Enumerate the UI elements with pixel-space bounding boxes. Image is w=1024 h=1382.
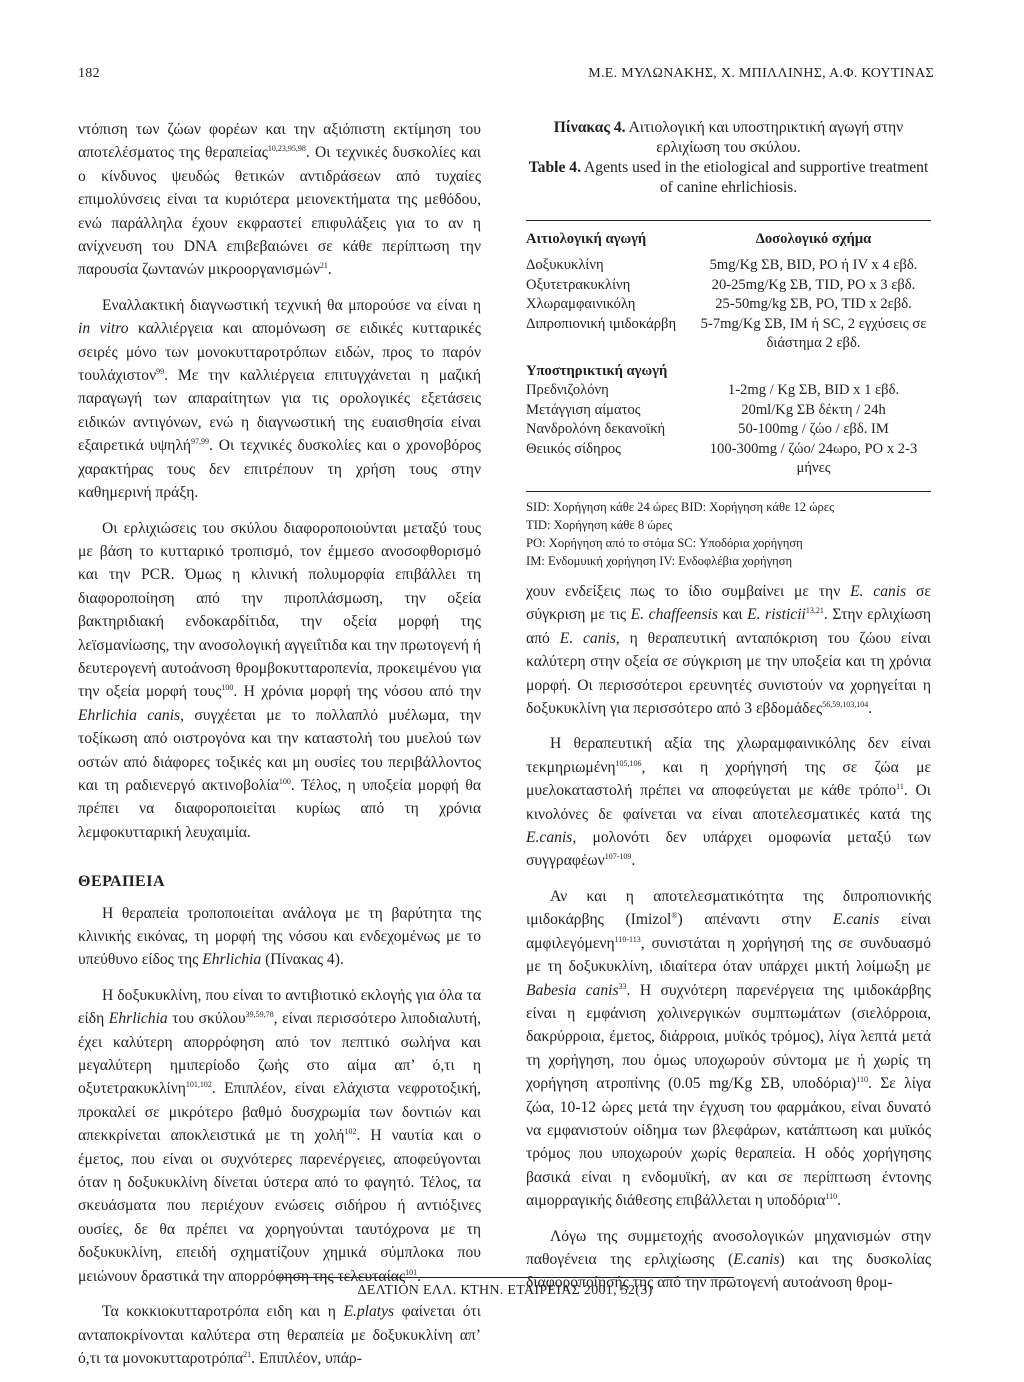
paragraph: ντόπιση των ζώων φορέων και την αξιόπιστη εκτίμηση του αποτελέσματος της θεραπείας$^{10,23,95,98}$. Οι τεχνικές δυσκολίες και ο κίνδυνος ψευδώς θετικών αντιδράσεων από τυχαίες επιμολύνσεις είναι τα κυριότερα μειονεκτήματα της μεθόδου, ενώ παράλληλα έχουν εκφραστεί επιφυλάξεις για το αν η ανίχνευση του DNA επιβεβαιώνει σε κάθε περίπτωση την παρουσία ζωντανών μικροοργανισμών$^{21}$. <box>78 121 481 279</box>
column-header: Αιτιολογική αγωγή <box>526 231 647 247</box>
footnote-line: IM: Ενδομυική χορήγηση IV: Ενδοφλέβια χορήγηση <box>526 553 793 568</box>
treatment-table <box>526 221 931 479</box>
journal-footer: ΔΕΛΤΙΟΝ ΕΛΛ. ΚΤΗΝ. ΕΤΑΙΡΕΙΑΣ 2001, 52(3) <box>357 1283 653 1298</box>
table-row: Οξυτετρακυκλίνη 20-25mg/Kg ΣΒ, TID, PO x 3 εβδ. <box>526 276 916 293</box>
paragraph: Οι ερλιχιώσεις του σκύλου διαφοροποιούνται μεταξύ τους με βάση το κυτταρικό τροπισμό, τον έμμεσο ανοσοφθορισμό και την PCR. Όμως η κλινική πολυμορφία επιβάλλει τη διαφοροποίηση από την πιροπλάσμωση, την οξεία βακτηριδιακή ενδοκαρδίτιδα, την οξεία μορφή της λεϊσμανίωσης, την ανοσολογική αγγειΐτιδα και την πρωτογενή ή δευτερογενή αυτοάνοση θρομβοκυτταροπενία, προκειμένου για την οξεία μορφή τους$^{100}$. Η χρόνια μορφή της νόσου από την Ehrlichia canis, συγχέεται με το πολλαπλό μυέλωμα, την τοξίκωση από οιστρογόνα και την καταστολή του μυελού των οστών από διάφορες τοξικές και μη ουσίες του περιβάλλοντος και τη ραδιενεργό ακτινοβολία$^{100}$. Τέλος, η υποξεία μορφή θα πρέπει να διαφοροποιείται κυρίως από τη χρόνια λεμφοκυτταρική λευχαιμία. <box>78 519 481 841</box>
column-header: Δοσολογικό σχήμα <box>755 231 872 247</box>
table-caption-greek: Πίνακας 4. Αιτιολογική και υποστηρικτική αγωγή στην ερλιχίωση του σκύλου. <box>553 119 904 156</box>
paragraph: Λόγω της συμμετοχής ανοσολογικών μηχανισμών στην παθογένεια της ερλιχίωσης (E.canis) και της δυσκολίας διαφοροποίησής της από την πρωτογενή αυτοάνοση θρομ- <box>526 1227 931 1292</box>
paragraph: Η θεραπεία τροποποιείται ανάλογα με τη βαρύτητα της κλινικής εικόνας, τη μορφή της νόσου και ενδεχομένως με το υπεύθυνο είδος της Ehrlichia (Πίνακας 4). <box>78 904 481 969</box>
paragraph: Αν και η αποτελεσματικότητα της διπροπιονικής ιμιδοκάρβης (Imizol®) απέναντι στην E.canis είναι αμφιλεγόμενη$^{110-113}$, συνιστάται η χορήγησή της σε συνδυασμό με τη δοξυκυκλίνη, ιδιαίτερα όταν υπάρχει μικτή λοίμωξη με Babesia canis$^{33}$. Η συχνότερη παρενέργεια της ιμιδοκάρβης είναι η εμφάνιση χολινεργικών συμπτωμάτων (σιελόρροια, δακρύρροια, έμετος, διάρροια, μυϊκός τρόμος), λίγα λεπτά μετά τη χορήγηση, που όμως υποχωρούν σύντομα με ή χωρίς τη χορήγηση ατροπίνης (0.05 mg/Kg ΣΒ, υποδόρια)$^{110}$. Σε λίγα ζώα, 10-12 ώρες μετά την έγχυση του φαρμάκου, είναι δυνατό να εμφανιστούν οίδημα των βλεφάρων, κατάπτωση και μυϊκός τρόμος που υποχωρούν χωρίς θεραπεία. Η οδός χορήγησης βασικά είναι η ενδομυϊκή, αν και σε περίπτωση έντονης αιμορραγικής διάθεσης επιβάλλεται η υποδόρια$^{110}$. <box>526 887 931 1210</box>
paragraph: χουν ενδείξεις πως το ίδιο συμβαίνει με την E. canis σε σύγκριση με τις E. chaffeensis και E. risticii$^{13,21}$. Στην ερλιχίωση από E. canis, η θεραπευτική ανταπόκριση του ζώου είναι καλύτερη στην οξεία σε σύγκριση με την υποξεία και τη χρόνια μορφή. Οι περισσότεροι ερευνητές συνιστούν να χορηγείται η δοξυκυκλίνη για περισσότερο από 3 εβδομάδες$^{56,59,103,104}$. <box>526 583 931 718</box>
table-footnotes <box>526 498 931 570</box>
table-header-row <box>526 221 931 256</box>
footnote-line: TID: Χορήγηση κάθε 8 ώρες <box>526 517 673 532</box>
table-row: Μετάγγιση αίματος 20ml/Kg ΣΒ δέκτη / 24h <box>526 401 886 418</box>
running-header-authors: Μ.Ε. ΜΥΛΩΝΑΚΗΣ, Χ. ΜΠΙΛΛΙΝΗΣ, Α.Φ. ΚΟΥΤΙΝΑΣ <box>588 66 934 81</box>
right-column <box>526 580 931 1307</box>
footnote-line: SID: Χορήγηση κάθε 24 ώρες BID: Χορήγηση κάθε 12 ώρες <box>526 499 835 514</box>
table-4 <box>526 118 931 570</box>
table-subheader-row: Υποστηρικτική αγωγή <box>526 362 668 379</box>
table-caption-english: Table 4. Agents used in the etiological and supportive treatment of canine ehrlichiosis. <box>528 159 929 196</box>
footnote-line: PO: Χορήγηση από το στόμα SC: Υποδόρια χορήγηση <box>526 535 803 550</box>
paragraph: Η δοξυκυκλίνη, που είναι το αντιβιοτικό εκλογής για όλα τα είδη Ehrlichia του σκύλου$^{39,59,78}$, είναι περισσότερο λιποδιαλυτή, έχει καλύτερη απορρόφηση από τον πεπτικό σωλήνα και μεγαλύτερη ημιπερίοδο ζωής στο αίμα απ’ ό,τι η οξυτετρακυκλίνη$^{101,102}$. Επιπλέον, είναι ελάχιστα νεφροτοξική, προκαλεί σε μικρότερο βαθμό δυσχρωμία των δοντιών και απεκκρίνεται αποκλειστικά με τη χολή$^{102}$. Η ναυτία και ο έμετος, που είναι οι συχνότερες παρενέργειες, αποφεύγονται όταν η δοξυκυκλίνη δίνεται ύστερα από το φαγητό. Τέλος, τα σκευάσματα που περιέχουν ενώσεις σιδήρου ή αντιόξινες ουσίες, δε θα πρέπει να χορηγούνται ταυτόχρονα με τη δοξυκυκλίνη, επειδή σχηματίζουν χημικά σύμπλοκα που μειώνουν δραστικά την απορρόφηση της τελευταίας$^{101}$. <box>78 986 481 1285</box>
footer-rule <box>276 1277 734 1278</box>
paragraph: Τα κοκκιοκυτταροτρόπα ειδη και η E.platys φαίνεται ότι ανταποκρίνονται καλύτερα στη θεραπεία με δοξυκυκλίνη απ’ ό,τι τα μονοκυτταροτρόπα$^{21}$. Επιπλέον, υπάρ- <box>78 1303 481 1367</box>
paragraph: Η θεραπευτική αξία της χλωραμφαινικόλης δεν είναι τεκμηριωμένη$^{105,106}$, και η χορήγησή της σε ζώα με μυελοκαταστολή πρέπει να αποφεύγεται με κάθε τρόπο$^{11}$. Οι κινολόνες δε φαίνεται να είναι αποτελεσματικές κατά της E.canis, μολονότι δεν υπάρχει ομοφωνία μεταξύ των συγγραφέων$^{107-109}$. <box>526 735 931 870</box>
table-row: Διπροπιονική ιμιδοκάρβη 5-7mg/Kg ΣΒ, IM ή SC, 2 εγχύσεις σε διάστημα 2 εβδ. <box>526 315 927 351</box>
table-row: Χλωραμφαινικόλη 25-50mg/kg ΣΒ, PO, TID x 2εβδ. <box>526 296 912 312</box>
paragraph: Εναλλακτική διαγνωστική τεχνική θα μπορούσε να είναι η in vitro καλλιέργεια και απομόνωση σε ειδικές κυτταρικές σειρές μόνο των μονοκυτταροτρόπων ειδών, προς το παρόν τουλάχιστον$^{99}$. Με την καλλιέργεια επιτυγχάνεται η μαζική παραγωγή των απαραίτητων για τις ορολογικές εξετάσεις ειδικών αντιγόνων, ενώ η διαγνωστική της ευαισθησία είναι εξαιρετικά υψηλή$^{97,99}$. Οι τεχνικές δυσκολίες και ο χρονοβόρος χαρακτήρας τους δεν επιτρέπουν τη χρήση τους στην καθημερινή πράξη. <box>78 296 481 502</box>
section-heading-therapy: ΘΕΡΑΠΕΙΑ <box>78 873 165 891</box>
table-row: Θειικός σίδηρος 100-300mg / ζώο/ 24ωρο, PO x 2-3 μήνες <box>526 440 918 476</box>
page-number: 182 <box>78 66 100 81</box>
table-row: Νανδρολόνη δεκανοϊκή 50-100mg / ζώο / εβδ. IM <box>526 421 889 437</box>
table-row: Δοξυκυκλίνη 5mg/Kg ΣΒ, BID, PO ή IV x 4 εβδ. <box>526 257 918 273</box>
table-row: Πρεδνιζολόνη 1-2mg / Kg ΣΒ, BID x 1 εβδ. <box>526 382 900 398</box>
table-bottom-rule <box>526 491 931 492</box>
left-column <box>78 118 481 1382</box>
